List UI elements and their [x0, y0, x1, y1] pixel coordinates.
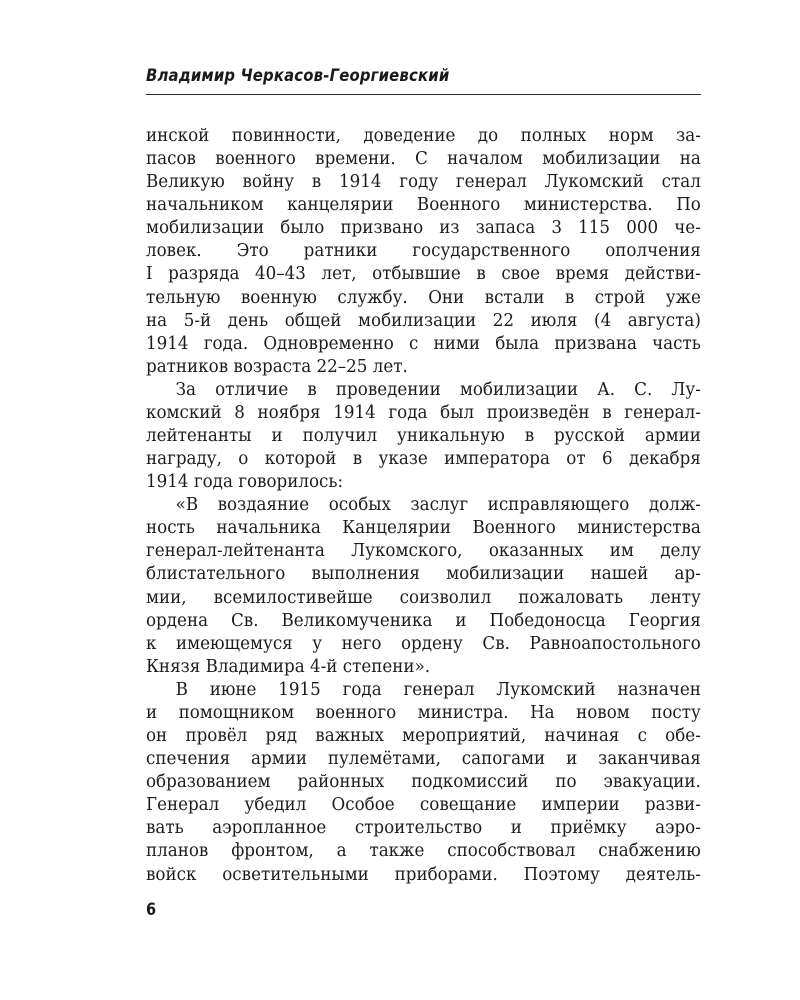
text-line: В июне 1915 года генерал Лукомский назначен: [175, 679, 701, 700]
text-line: планов фронтом, а также способствовал снабжению: [146, 841, 701, 862]
text-line: начальником канцелярии Военного министерства. По: [146, 195, 701, 216]
quote-line: ность начальника Канцелярии Военного министерства: [146, 518, 701, 539]
quote-line: Князя Владимира 4-й степени».: [146, 656, 431, 677]
quote-line: к имеющемуся у него ордену Св. Равноапостольного: [146, 633, 701, 654]
text-line: награду, о которой в указе императора от 6 декабря: [146, 449, 701, 470]
text-line: образованием районных подкомиссий по эвакуации.: [146, 772, 701, 793]
text-line: Великую войну в 1914 году генерал Лукомский стал: [146, 172, 701, 193]
text-line: 1914 года говорилось:: [146, 472, 344, 493]
text-line: тельную военную службу. Они встали в строй уже: [146, 287, 701, 308]
running-header-author: Владимир Черкасов-Георгиевский: [146, 66, 450, 85]
text-line: пасов военного времени. С началом мобилизации на: [146, 149, 701, 170]
header-divider: [146, 94, 701, 95]
text-line: комский 8 ноября 1914 года был произведён в генерал-: [146, 402, 701, 423]
quote-line: ордена Св. Великомученика и Победоносца Георгия: [146, 610, 701, 631]
body-text: [146, 125, 701, 887]
text-line: и помощником военного министра. На новом посту: [146, 702, 701, 723]
text-line: на 5-й день общей мобилизации 22 июля (4 августа): [146, 310, 701, 331]
page-number: 6: [146, 900, 157, 920]
text-line: ратников возраста 22–25 лет.: [146, 356, 408, 377]
text-line: лейтенанты и получил уникальную в русской армии: [146, 426, 701, 447]
quote-line: блистательного выполнения мобилизации нашей ар-: [146, 564, 701, 585]
text-line: войск осветительными приборами. Поэтому деятель-: [146, 864, 701, 885]
text-line: вать аэропланное строительство и приёмку аэро-: [146, 818, 701, 839]
text-line: спечения армии пулемётами, сапогами и заканчивая: [146, 749, 701, 770]
text-line: I разряда 40–43 лет, отбывшие в свое время действи-: [146, 264, 701, 285]
text-line: ловек. Это ратники государственного ополчения: [146, 241, 701, 262]
text-line: Генерал убедил Особое совещание империи разви-: [146, 795, 701, 816]
text-line: инской повинности, доведение до полных норм за-: [146, 126, 701, 146]
text-line: За отличие в проведении мобилизации А. С. Лу-: [175, 379, 701, 400]
quote-line: генерал-лейтенанта Лукомского, оказанных им делу: [146, 541, 701, 562]
quote-line: «В воздаяние особых заслуг исправляющего долж-: [175, 495, 701, 516]
text-line: мобилизации было призвано из запаса 3 115 000 че-: [146, 218, 701, 239]
quote-line: мии, всемилостивейше соизволил пожаловать ленту: [146, 587, 701, 608]
text-line: он провёл ряд важных мероприятий, начиная с обе-: [146, 726, 701, 747]
text-line: 1914 года. Одновременно с ними была призвана часть: [146, 333, 701, 354]
